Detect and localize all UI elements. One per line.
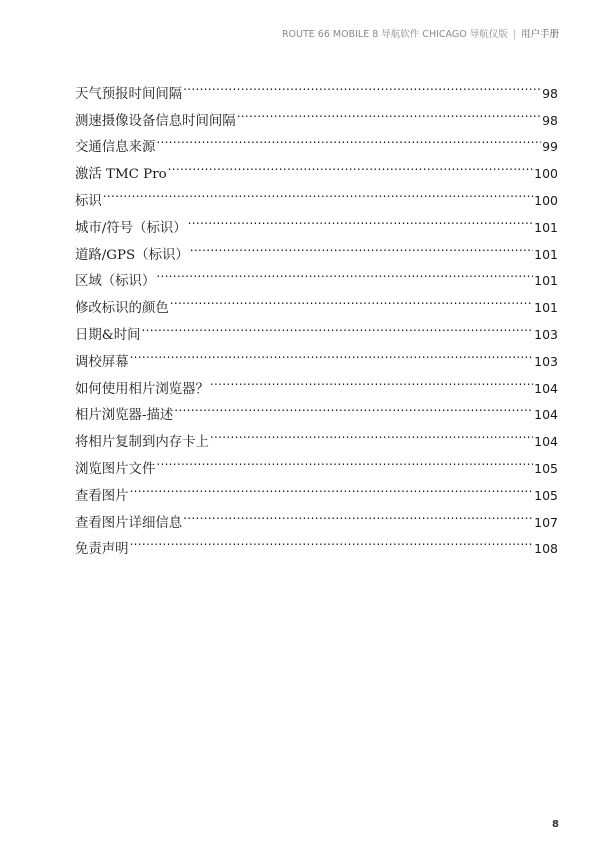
toc-entry[interactable] xyxy=(75,527,558,558)
toc-entry[interactable] xyxy=(75,500,558,531)
toc-entry-title: 区域（标识） xyxy=(75,274,156,290)
toc-dot-leader xyxy=(188,205,534,232)
header-title: ROUTE 66 MOBILE 8 导航软件 CHICAGO 导航仪版 xyxy=(281,29,508,40)
toc-entry-title: 调校屏幕 xyxy=(75,354,129,370)
toc-entry-page: 100 xyxy=(534,166,558,182)
toc-dot-leader xyxy=(210,366,533,393)
toc-dot-leader xyxy=(183,71,541,98)
toc-dot-leader xyxy=(156,259,533,286)
toc-entry-page: 108 xyxy=(534,541,558,557)
page-header xyxy=(282,26,559,40)
toc-dot-leader xyxy=(141,312,533,339)
toc-entry-page: 98 xyxy=(542,112,558,128)
toc-dot-leader xyxy=(190,232,533,259)
toc-entry[interactable] xyxy=(75,339,558,370)
toc-entry-page: 100 xyxy=(534,192,558,208)
toc-dot-leader xyxy=(168,151,533,178)
toc-dot-leader xyxy=(174,393,533,420)
toc-entry[interactable] xyxy=(75,71,558,102)
toc-entry[interactable] xyxy=(75,312,558,343)
toc-entry-title: 日期&时间 xyxy=(75,327,141,343)
toc-dot-leader xyxy=(170,285,533,312)
toc-entry-page: 103 xyxy=(534,326,558,342)
toc-entry-page: 103 xyxy=(534,353,558,369)
toc-entry-title: 天气预报时间间隔 xyxy=(75,86,183,102)
toc-entry[interactable] xyxy=(75,366,558,397)
toc-entry-page: 104 xyxy=(534,407,558,423)
toc-entry-title: 城市/符号（标识） xyxy=(75,220,187,236)
toc-entry-title: 如何使用相片浏览器？ xyxy=(75,381,209,397)
toc-entry-page: 105 xyxy=(534,460,558,476)
toc-entry-title: 相片浏览器-描述 xyxy=(75,408,174,424)
toc-entry-title: 激活 TMC Pro xyxy=(75,167,167,183)
toc-entry-page: 101 xyxy=(534,300,558,316)
header-subtitle: 用户手册 xyxy=(520,29,559,40)
toc-dot-leader xyxy=(183,500,533,527)
header-separator: | xyxy=(512,29,516,40)
toc-entry-title: 将相片复制到内存卡上 xyxy=(75,435,209,451)
toc-entry-title: 标识 xyxy=(75,193,102,209)
toc-dot-leader xyxy=(103,178,533,205)
toc-dot-leader xyxy=(130,527,534,554)
toc-entry[interactable] xyxy=(75,473,558,504)
toc-entry-page: 99 xyxy=(542,139,558,155)
toc-entry-page: 107 xyxy=(534,514,558,530)
toc-entry-title: 查看图片 xyxy=(75,488,129,504)
toc-entry-page: 98 xyxy=(542,85,558,101)
toc-entry-page: 105 xyxy=(534,487,558,503)
toc-entry-title: 浏览图片文件 xyxy=(75,461,156,477)
toc-dot-leader xyxy=(156,446,533,473)
table-of-contents xyxy=(75,71,558,558)
page-number: 8 xyxy=(552,819,559,830)
toc-dot-leader xyxy=(237,98,541,125)
toc-dot-leader xyxy=(130,339,534,366)
toc-entry-title: 免责声明 xyxy=(75,542,129,558)
toc-entry-page: 101 xyxy=(534,273,558,289)
toc-entry-title: 道路/GPS（标识） xyxy=(75,247,189,263)
toc-entry-page: 104 xyxy=(534,434,558,450)
toc-dot-leader xyxy=(130,473,534,500)
toc-dot-leader xyxy=(156,125,541,152)
toc-entry-page: 101 xyxy=(534,219,558,235)
toc-entry-title: 交通信息来源 xyxy=(75,140,156,156)
toc-entry-page: 101 xyxy=(534,246,558,262)
toc-entry-title: 查看图片详细信息 xyxy=(75,515,183,531)
toc-dot-leader xyxy=(210,419,533,446)
toc-entry[interactable] xyxy=(75,205,558,236)
toc-entry-title: 修改标识的颜色 xyxy=(75,301,169,317)
toc-entry-page: 104 xyxy=(534,380,558,396)
toc-entry[interactable] xyxy=(75,178,558,209)
toc-entry-title: 测速摄像设备信息时间间隔 xyxy=(75,113,236,129)
